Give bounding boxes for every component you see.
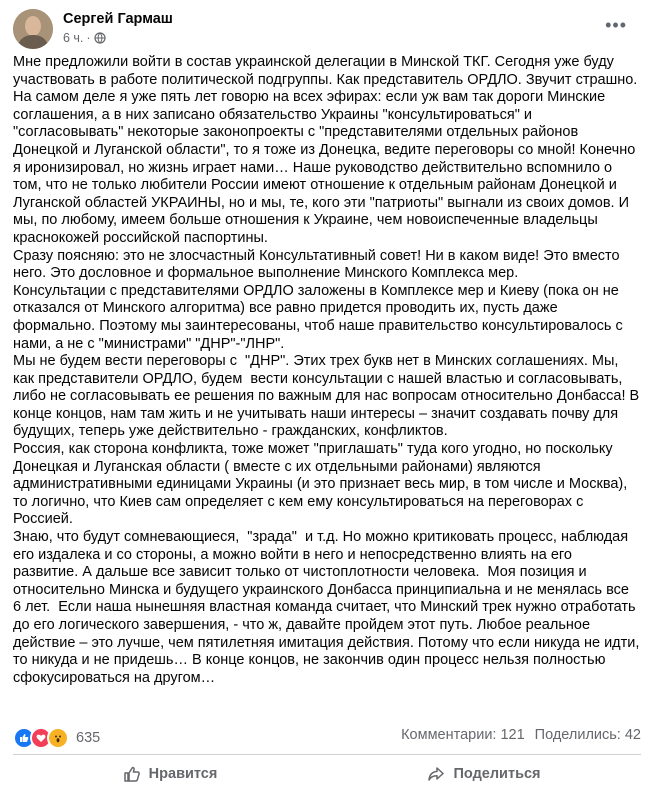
avatar-photo	[13, 9, 53, 49]
like-button[interactable]	[13, 759, 327, 789]
engagement-counts	[401, 727, 641, 743]
comments-count[interactable]: Комментарии: 121	[401, 727, 525, 743]
post-time[interactable]: 6 ч.	[63, 31, 84, 45]
share-label: Поделиться	[453, 766, 541, 782]
thumbs-up-icon	[123, 765, 141, 783]
like-label: Нравится	[148, 766, 218, 782]
post-header	[13, 9, 633, 49]
shares-count[interactable]: Поделились: 42	[534, 727, 641, 743]
post-meta: 6 ч. ·	[63, 31, 106, 45]
share-arrow-icon	[427, 765, 445, 783]
post-stats	[13, 725, 641, 747]
avatar[interactable]	[13, 9, 53, 49]
ellipsis-icon[interactable]: •••	[605, 15, 627, 35]
globe-icon	[94, 32, 106, 44]
reactions-count: 635	[76, 730, 101, 746]
post-text: Мне предложили войти в состав украинской делегации в Минской ТКГ. Сегодня уже буду участвовать в работе политической подгруппы. Как представитель ОРДЛО. Звучит страшно. На самом деле я уже пять лет говорю на всех эфирах: если уж вам так дороги Минские соглашения, а в них записано обязательство Украины "консультироваться" и "согласовывать" некоторые законопроекты с "представителями отдельных районов Донецкой и Луганской области", то я тоже из Донецка, ведите переговоры со мной! Конечно я иронизировал, но жизнь играет нами… Наше руководство действительно вспомнило о том, что не только любители России имеют отношение к отдельным районам Донецкой и Луганской областей УКРАИНЫ, но и мы, те, кого эти "патриоты" выгнали из своих домов. И мы, по любому, имеем больше отношения к Украине, чем новоиспеченные владельцы краснокожей российской паспортины. Сразу поясняю: это не злосчастный Консультативный совет! Ни в каком виде! Это вместо него. Это дословное и формальное выполнение Минского Комплекса мер. Консультации с представителями ОРДЛО заложены в Комплексе мер и Киеву (пока он не отказался от Минского алгоритма) все равно придется проводить их, пусть даже формально. Поэтому мы заинтересованы, чтоб наше правительство консультировалось с нами, а не с "министрами" "ДНР"-"ЛНР". Мы не будем вести переговоры с "ДНР". Этих трех букв нет в Минских соглашениях. Мы, как представители ОРДЛО, будем вести консультации с нашей властью и согласовывать, либо не согласовывать ее решения по важным для нас вопросам относительно Донбасса! В конце концов, нам там жить и не учитывать наши интересы – значит создавать почву для будущих, теперь уже действительно - гражданских, конфликтов. Россия, как сторона конфликта, тоже может "приглашать" туда кого угодно, но поскольку Донецкая и Луганская области ( вместе с их отдельными районами) являются административными единицами Украины (и это признает весь мир, в том числе и Москва), то логично, что Киев сам определяет с кем ему консультироваться на переговорах с Россией. Знаю, что будут сомневающиеся, "зрада" и т.д. Но можно критиковать процесс, наблюдая его издалека и со стороны, а можно войти в него и непосредственно влиять на его развитие. А дальше все зависит только от чистоплотности человека. Моя позиция и относительно Минска и будущего украинского Донбасса принципиальна и не менялась все 6 лет. Если наша нынешняя властная команда считает, что Минский трек нужно отработать до его логического завершения, - что ж, давайте пройдем этот путь. Любое реальное действие – это лучше, чем пятилетняя имитация действия. Потому что если никуда не идти, то никуда и не придешь… В конце концов, не закончив один процесс нельзя полностью сфокусироваться на другом…	[13, 54, 640, 686]
share-button[interactable]	[327, 759, 641, 789]
action-bar	[13, 759, 641, 789]
reactions-summary[interactable]	[13, 727, 100, 749]
wow-reaction-icon	[47, 727, 69, 749]
divider	[13, 754, 641, 755]
author-name[interactable]: Сергей Гармаш	[63, 11, 173, 27]
